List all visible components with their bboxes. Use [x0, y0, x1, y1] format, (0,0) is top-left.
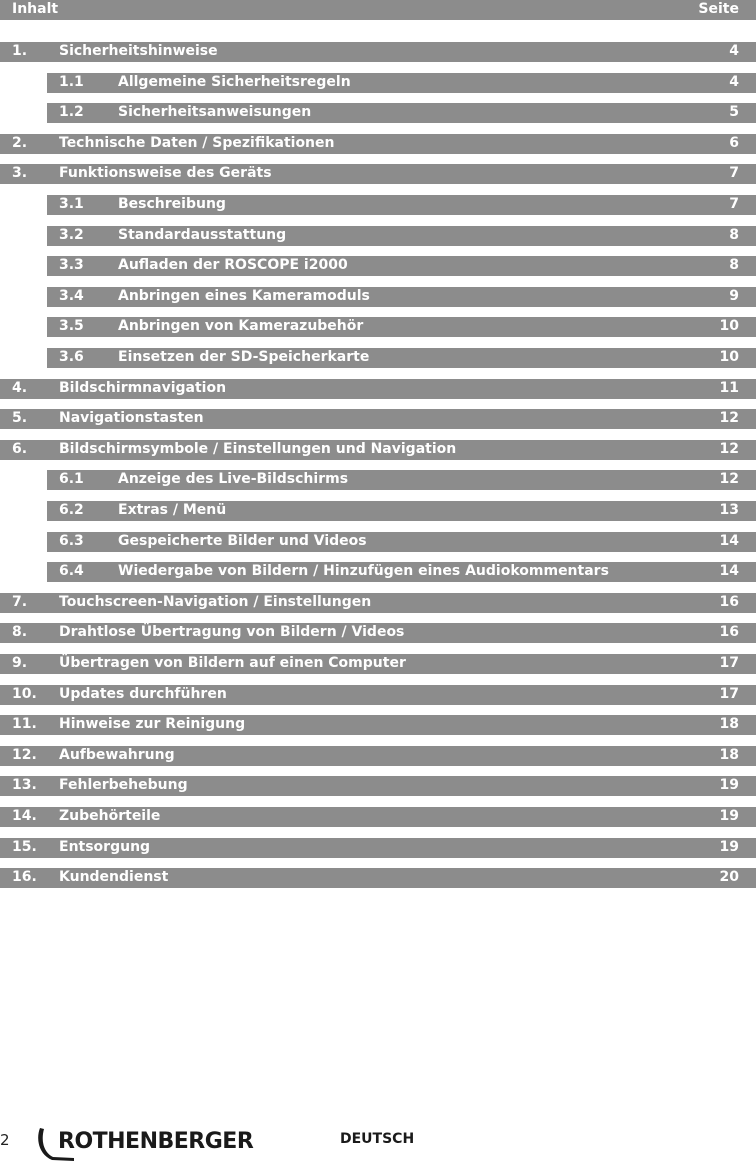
- toc-entry-page: 4: [729, 43, 739, 59]
- toc-entry[interactable]: [0, 623, 756, 643]
- toc-entry[interactable]: [0, 379, 756, 399]
- toc-entry-page: 12: [719, 471, 739, 487]
- toc-entry-number: 6.4: [59, 563, 84, 579]
- toc-entry-title: Sicherheitsanweisungen: [118, 104, 312, 120]
- toc-entry[interactable]: [0, 685, 756, 705]
- toc-entry[interactable]: [0, 807, 756, 827]
- toc-entry-page: 8: [729, 257, 739, 273]
- toc-entry-page: 7: [729, 165, 739, 181]
- toc-entry[interactable]: [47, 317, 756, 337]
- toc-entry-page: 12: [719, 441, 739, 457]
- toc-entry[interactable]: [47, 73, 756, 93]
- toc-entry-number: 14.: [12, 808, 37, 824]
- toc-entry[interactable]: [47, 501, 756, 521]
- rothenberger-logo: [34, 1124, 266, 1164]
- toc-entry-number: 1.2: [59, 104, 84, 120]
- toc-entry-number: 13.: [12, 777, 37, 793]
- toc-entry-title: Fehlerbehebung: [59, 777, 188, 793]
- toc-entry-title: Allgemeine Sicherheitsregeln: [118, 74, 351, 90]
- toc-entry-title: Sicherheitshinweise: [59, 43, 218, 59]
- toc-entry-number: 1.: [12, 43, 28, 59]
- toc-entry-page: 7: [729, 196, 739, 212]
- toc-entry-page: 18: [719, 716, 739, 732]
- toc-entry-page: 17: [719, 655, 739, 671]
- toc-entry-title: Drahtlose Übertragung von Bildern / Videos: [59, 624, 405, 640]
- toc-entry-number: 3.2: [59, 227, 84, 243]
- toc-entry-number: 3.1: [59, 196, 84, 212]
- brand-name: ROTHENBERGER: [58, 1129, 254, 1154]
- toc-entry-number: 12.: [12, 747, 37, 763]
- toc-entry-title: Gespeicherte Bilder und Videos: [118, 533, 367, 549]
- toc-entry-number: 11.: [12, 716, 37, 732]
- toc-entry-number: 4.: [12, 380, 28, 396]
- toc-entry[interactable]: [0, 42, 756, 62]
- toc-entry-number: 6.1: [59, 471, 84, 487]
- toc-entry[interactable]: [0, 715, 756, 735]
- toc-entry[interactable]: [0, 440, 756, 460]
- toc-entry-number: 1.1: [59, 74, 84, 90]
- toc-entry-title: Updates durchführen: [59, 686, 227, 702]
- toc-entry-page: 13: [719, 502, 739, 518]
- toc-entry[interactable]: [47, 532, 756, 552]
- toc-entry-title: Aufbewahrung: [59, 747, 175, 763]
- toc-entry[interactable]: [0, 838, 756, 858]
- toc-entry-title: Navigationstasten: [59, 410, 204, 426]
- toc-entry-page: 4: [729, 74, 739, 90]
- toc-entry[interactable]: [0, 868, 756, 888]
- toc-entry[interactable]: [47, 348, 756, 368]
- toc-entry-number: 3.: [12, 165, 28, 181]
- toc-entry[interactable]: [47, 287, 756, 307]
- toc-entry-page: 19: [719, 777, 739, 793]
- toc-entry-title: Anbringen eines Kameramoduls: [118, 288, 370, 304]
- toc-entry-title: Aufladen der ROSCOPE i2000: [118, 257, 348, 273]
- toc-entry-number: 3.3: [59, 257, 84, 273]
- toc-entry-title: Anbringen von Kamerazubehör: [118, 318, 364, 334]
- toc-entry-number: 3.4: [59, 288, 84, 304]
- toc-entry-title: Beschreibung: [118, 196, 226, 212]
- toc-entry-title: Entsorgung: [59, 839, 151, 855]
- toc-entry-number: 7.: [12, 594, 28, 610]
- toc-entry-page: 8: [729, 227, 739, 243]
- toc-entry-title: Hinweise zur Reinigung: [59, 716, 246, 732]
- toc-entry-title: Technische Daten / Spezifikationen: [59, 135, 335, 151]
- toc-header-title: Inhalt: [12, 1, 59, 17]
- toc-entry-number: 5.: [12, 410, 28, 426]
- toc-entry-number: 8.: [12, 624, 28, 640]
- toc-entry[interactable]: [0, 164, 756, 184]
- toc-entry-title: Bildschirmsymbole / Einstellungen und Navigation: [59, 441, 457, 457]
- toc-entry-page: 20: [719, 869, 739, 885]
- page-number: 2: [0, 1131, 10, 1149]
- toc-entry-page: 16: [719, 594, 739, 610]
- toc-entry-title: Standardausstattung: [118, 227, 287, 243]
- toc-entry-title: Zubehörteile: [59, 808, 161, 824]
- toc-entry-page: 12: [719, 410, 739, 426]
- toc-entry[interactable]: [47, 226, 756, 246]
- toc-entry-number: 2.: [12, 135, 28, 151]
- toc-entry[interactable]: [0, 654, 756, 674]
- toc-entry-number: 10.: [12, 686, 37, 702]
- toc-entry[interactable]: [0, 776, 756, 796]
- toc-entry[interactable]: [0, 593, 756, 613]
- toc-entry[interactable]: [0, 409, 756, 429]
- toc-entry-number: 6.2: [59, 502, 84, 518]
- toc-entry-number: 9.: [12, 655, 28, 671]
- toc-entry-title: Funktionsweise des Geräts: [59, 165, 272, 181]
- toc-entry-title: Wiedergabe von Bildern / Hinzufügen eines Audiokommentars: [118, 563, 609, 579]
- language-label: DEUTSCH: [340, 1131, 415, 1147]
- toc-entry-title: Touchscreen-Navigation / Einstellungen: [59, 594, 372, 610]
- toc-entry-page: 9: [729, 288, 739, 304]
- toc-entry-title: Anzeige des Live-Bildschirms: [118, 471, 349, 487]
- toc-entry-number: 3.6: [59, 349, 84, 365]
- toc-entry[interactable]: [0, 746, 756, 766]
- toc-entry[interactable]: [0, 134, 756, 154]
- toc-entry-page: 10: [719, 318, 739, 334]
- toc-entry-page: 17: [719, 686, 739, 702]
- toc-entry[interactable]: [47, 103, 756, 123]
- toc-entry-title: Kundendienst: [59, 869, 169, 885]
- toc-entry-page: 19: [719, 808, 739, 824]
- toc-entry-page: 5: [729, 104, 739, 120]
- toc-entry-page: 19: [719, 839, 739, 855]
- toc-entry-page: 14: [719, 533, 739, 549]
- toc-entry-title: Extras / Menü: [118, 502, 227, 518]
- toc-entry[interactable]: [47, 256, 756, 276]
- toc-entry[interactable]: [47, 470, 756, 490]
- toc-entry-number: 3.5: [59, 318, 84, 334]
- toc-header-page-label: Seite: [698, 1, 739, 17]
- toc-entry-number: 15.: [12, 839, 37, 855]
- toc-entry-number: 6.3: [59, 533, 84, 549]
- toc-entry-title: Übertragen von Bildern auf einen Computer: [59, 655, 406, 671]
- toc-entry[interactable]: [47, 195, 756, 215]
- toc-entry-number: 16.: [12, 869, 37, 885]
- toc-entry-title: Bildschirmnavigation: [59, 380, 227, 396]
- toc-entry[interactable]: [47, 562, 756, 582]
- toc-entry-page: 11: [719, 380, 739, 396]
- toc-entry-page: 16: [719, 624, 739, 640]
- toc-entry-page: 10: [719, 349, 739, 365]
- toc-entry-page: 14: [719, 563, 739, 579]
- toc-entry-page: 6: [729, 135, 739, 151]
- toc-entry-page: 18: [719, 747, 739, 763]
- toc-entry-number: 6.: [12, 441, 28, 457]
- toc-entry-title: Einsetzen der SD-Speicherkarte: [118, 349, 370, 365]
